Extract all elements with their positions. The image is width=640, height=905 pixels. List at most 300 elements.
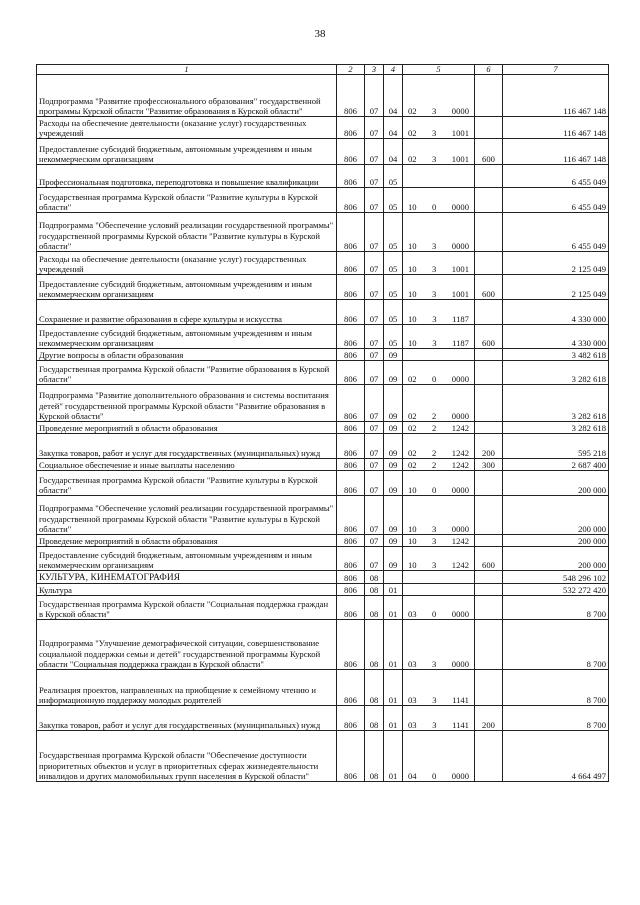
row-name: Предоставление субсидий бюджетным, автономным учреждениям и иным некоммерческим организациям — [37, 275, 337, 300]
row-section: 07 — [365, 75, 384, 117]
row-amount: 548 296 102 — [503, 571, 609, 584]
row-amount: 200 000 — [503, 535, 609, 547]
target-article-subprogram: 0 — [432, 770, 437, 781]
target-article-program: 10 — [408, 263, 417, 274]
target-article-direction: 1001 — [451, 288, 469, 299]
target-article-direction: 0000 — [451, 373, 469, 384]
target-article-parts — [405, 289, 472, 299]
target-article-program: 10 — [408, 201, 417, 212]
row-name: Предоставление субсидий бюджетным, автономным учреждениям и иным некоммерческим организациям — [37, 139, 337, 165]
table-header-row — [37, 65, 609, 75]
target-article-program: 10 — [408, 337, 417, 348]
target-article-direction: 0000 — [451, 410, 469, 421]
row-expense-type — [475, 117, 503, 139]
header-col-5: 5 — [403, 65, 475, 75]
row-code: 806 — [337, 275, 365, 300]
table-row — [37, 117, 609, 139]
row-section: 07 — [365, 275, 384, 300]
row-subsection: 09 — [384, 496, 403, 535]
target-article-direction: 0000 — [451, 105, 469, 116]
row-subsection: 05 — [384, 188, 403, 213]
row-code: 806 — [337, 252, 365, 275]
target-article-subprogram: 3 — [432, 105, 437, 116]
target-article-parts — [405, 560, 472, 570]
target-article-direction: 0000 — [451, 658, 469, 669]
row-name: КУЛЬТУРА, КИНЕМАТОГРАФИЯ — [37, 571, 337, 584]
target-article-direction: 1141 — [452, 719, 469, 730]
row-code: 806 — [337, 471, 365, 496]
row-subsection: 09 — [384, 349, 403, 361]
row-section: 07 — [365, 325, 384, 349]
target-article-parts — [405, 460, 472, 470]
row-expense-type — [475, 731, 503, 782]
row-expense-type — [475, 596, 503, 620]
row-code: 806 — [337, 496, 365, 535]
row-target-article — [403, 571, 475, 584]
target-article-program: 03 — [408, 719, 417, 730]
table-row — [37, 620, 609, 670]
table-row — [37, 252, 609, 275]
row-amount: 6 455 049 — [503, 165, 609, 188]
target-article-direction: 1001 — [451, 127, 469, 138]
row-subsection: 09 — [384, 385, 403, 422]
row-code: 806 — [337, 165, 365, 188]
row-section: 07 — [365, 459, 384, 471]
target-article-subprogram: 2 — [432, 422, 437, 433]
target-article-program: 03 — [408, 658, 417, 669]
row-expense-type — [475, 165, 503, 188]
row-target-article — [403, 213, 475, 252]
target-article-subprogram: 3 — [432, 153, 437, 164]
target-article-parts — [405, 720, 472, 730]
target-article-subprogram: 3 — [432, 127, 437, 138]
row-target-article — [403, 620, 475, 670]
table-row — [37, 188, 609, 213]
header-col-1: 1 — [37, 65, 337, 75]
header-col-2: 2 — [337, 65, 365, 75]
target-article-subprogram: 2 — [432, 410, 437, 421]
target-article-program: 10 — [408, 535, 417, 546]
row-expense-type — [475, 361, 503, 385]
target-article-subprogram: 0 — [432, 608, 437, 619]
row-code: 806 — [337, 670, 365, 706]
table-row — [37, 535, 609, 547]
row-expense-type: 600 — [475, 547, 503, 571]
row-name: Расходы на обеспечение деятельности (оказание услуг) государственных учреждений — [37, 117, 337, 139]
row-target-article — [403, 471, 475, 496]
table-row — [37, 571, 609, 584]
row-subsection: 09 — [384, 361, 403, 385]
row-expense-type: 600 — [475, 325, 503, 349]
row-section: 07 — [365, 361, 384, 385]
target-article-program: 02 — [408, 422, 417, 433]
table-row — [37, 547, 609, 571]
row-section: 07 — [365, 496, 384, 535]
row-subsection: 01 — [384, 706, 403, 731]
target-article-parts — [405, 374, 472, 384]
row-subsection: 01 — [384, 596, 403, 620]
row-expense-type: 300 — [475, 459, 503, 471]
row-target-article — [403, 706, 475, 731]
target-article-subprogram: 0 — [432, 373, 437, 384]
row-subsection: 05 — [384, 165, 403, 188]
table-row — [37, 165, 609, 188]
row-code: 806 — [337, 422, 365, 434]
row-amount: 200 000 — [503, 471, 609, 496]
target-article-direction: 0000 — [451, 523, 469, 534]
row-code: 806 — [337, 596, 365, 620]
row-amount: 532 272 420 — [503, 584, 609, 596]
row-target-article — [403, 670, 475, 706]
table-row — [37, 385, 609, 422]
target-article-program: 10 — [408, 288, 417, 299]
row-section: 08 — [365, 731, 384, 782]
target-article-parts — [405, 411, 472, 421]
target-article-program: 10 — [408, 313, 417, 324]
row-amount: 3 282 618 — [503, 361, 609, 385]
header-col-7: 7 — [503, 65, 609, 75]
row-name: Подпрограмма "Развитие дополнительного образования и системы воспитания детей" государственной программы Курской области "Развитие образования в Курской области" — [37, 385, 337, 422]
row-subsection: 05 — [384, 275, 403, 300]
row-name: Проведение мероприятий в области образования — [37, 422, 337, 434]
row-section: 07 — [365, 471, 384, 496]
target-article-program: 02 — [408, 447, 417, 458]
row-code: 806 — [337, 385, 365, 422]
target-article-program: 03 — [408, 608, 417, 619]
target-article-subprogram: 3 — [432, 337, 437, 348]
target-article-direction: 1141 — [452, 694, 469, 705]
row-amount: 4 330 000 — [503, 300, 609, 325]
row-name: Профессиональная подготовка, переподготовка и повышение квалификации — [37, 165, 337, 188]
target-article-program: 10 — [408, 484, 417, 495]
row-amount: 4 330 000 — [503, 325, 609, 349]
target-article-parts — [405, 241, 472, 251]
row-target-article — [403, 584, 475, 596]
target-article-parts — [405, 106, 472, 116]
target-article-direction: 1242 — [451, 447, 469, 458]
row-expense-type — [475, 385, 503, 422]
row-section: 07 — [365, 349, 384, 361]
row-expense-type — [475, 300, 503, 325]
row-section: 07 — [365, 547, 384, 571]
target-article-parts — [405, 338, 472, 348]
target-article-subprogram: 3 — [432, 240, 437, 251]
target-article-subprogram: 0 — [432, 201, 437, 212]
row-name: Государственная программа Курской области "Развитие культуры в Курской области" — [37, 471, 337, 496]
row-subsection: 09 — [384, 535, 403, 547]
row-section: 07 — [365, 535, 384, 547]
row-subsection: 05 — [384, 213, 403, 252]
row-name: Закупка товаров, работ и услуг для государственных (муниципальных) нужд — [37, 706, 337, 731]
row-target-article — [403, 496, 475, 535]
table-row — [37, 349, 609, 361]
target-article-direction: 1187 — [452, 337, 469, 348]
row-section: 08 — [365, 571, 384, 584]
row-section: 07 — [365, 434, 384, 459]
target-article-parts — [405, 485, 472, 495]
row-expense-type — [475, 422, 503, 434]
target-article-direction: 1001 — [451, 263, 469, 274]
row-expense-type — [475, 75, 503, 117]
row-name: Сохранение и развитие образования в сфере культуры и искусства — [37, 300, 337, 325]
row-expense-type — [475, 535, 503, 547]
row-amount: 8 700 — [503, 670, 609, 706]
row-subsection: 09 — [384, 422, 403, 434]
target-article-direction: 0000 — [451, 770, 469, 781]
row-expense-type — [475, 584, 503, 596]
target-article-parts — [405, 524, 472, 534]
row-subsection: 05 — [384, 325, 403, 349]
target-article-program: 02 — [408, 459, 417, 470]
row-expense-type — [475, 471, 503, 496]
row-target-article — [403, 139, 475, 165]
table-row — [37, 361, 609, 385]
row-subsection: 01 — [384, 731, 403, 782]
target-article-subprogram: 0 — [432, 484, 437, 495]
target-article-subprogram: 3 — [432, 559, 437, 570]
row-subsection: 05 — [384, 300, 403, 325]
header-col-6: 6 — [475, 65, 503, 75]
target-article-parts — [405, 202, 472, 212]
target-article-subprogram: 3 — [432, 313, 437, 324]
row-amount: 3 482 618 — [503, 349, 609, 361]
row-target-article — [403, 325, 475, 349]
row-name: Государственная программа Курской области "Развитие культуры в Курской области" — [37, 188, 337, 213]
row-section: 07 — [365, 422, 384, 434]
row-name: Предоставление субсидий бюджетным, автономным учреждениям и иным некоммерческим организациям — [37, 547, 337, 571]
target-article-program: 10 — [408, 559, 417, 570]
table-row — [37, 300, 609, 325]
budget-table — [36, 64, 609, 782]
target-article-parts — [405, 423, 472, 433]
row-amount: 116 467 148 — [503, 117, 609, 139]
target-article-parts — [405, 448, 472, 458]
row-subsection: 09 — [384, 471, 403, 496]
target-article-parts — [405, 659, 472, 669]
table-row — [37, 434, 609, 459]
row-amount: 3 282 618 — [503, 422, 609, 434]
row-code: 806 — [337, 731, 365, 782]
row-section: 08 — [365, 584, 384, 596]
row-target-article — [403, 165, 475, 188]
row-subsection: 04 — [384, 75, 403, 117]
row-code: 806 — [337, 535, 365, 547]
row-amount: 2 125 049 — [503, 252, 609, 275]
row-name: Расходы на обеспечение деятельности (оказание услуг) государственных учреждений — [37, 252, 337, 275]
row-name: Подпрограмма "Улучшение демографической ситуации, совершенствование социальной поддержки семьи и детей" государственной программы Курской области "Социальная поддержка граждан в Курской области" — [37, 620, 337, 670]
header-col-3: 3 — [365, 65, 384, 75]
row-amount: 116 467 148 — [503, 75, 609, 117]
row-code: 806 — [337, 349, 365, 361]
row-target-article — [403, 252, 475, 275]
row-code: 806 — [337, 434, 365, 459]
table-body — [37, 75, 609, 782]
row-name: Закупка товаров, работ и услуг для государственных (муниципальных) нужд — [37, 434, 337, 459]
target-article-direction: 1187 — [452, 313, 469, 324]
row-section: 08 — [365, 620, 384, 670]
target-article-direction: 1242 — [451, 559, 469, 570]
table-row — [37, 275, 609, 300]
table-row — [37, 139, 609, 165]
row-amount: 8 700 — [503, 706, 609, 731]
target-article-subprogram: 3 — [432, 658, 437, 669]
row-target-article — [403, 547, 475, 571]
row-amount: 2 687 400 — [503, 459, 609, 471]
row-name: Государственная программа Курской области "Обеспечение доступности приоритетных объектов и услуг в приоритетных сферах жизнедеятельности инвалидов и других маломобильных групп населения в Курской области" — [37, 731, 337, 782]
row-code: 806 — [337, 139, 365, 165]
table-row — [37, 596, 609, 620]
row-name: Предоставление субсидий бюджетным, автономным учреждениям и иным некоммерческим организациям — [37, 325, 337, 349]
target-article-subprogram: 2 — [432, 447, 437, 458]
table-row — [37, 670, 609, 706]
row-target-article — [403, 422, 475, 434]
header-col-4: 4 — [384, 65, 403, 75]
row-amount: 2 125 049 — [503, 275, 609, 300]
row-amount: 6 455 049 — [503, 213, 609, 252]
table-row — [37, 706, 609, 731]
target-article-subprogram: 2 — [432, 459, 437, 470]
row-amount: 200 000 — [503, 496, 609, 535]
row-amount: 8 700 — [503, 596, 609, 620]
row-name: Государственная программа Курской области "Социальная поддержка граждан в Курской области" — [37, 596, 337, 620]
row-section: 07 — [365, 385, 384, 422]
row-amount: 8 700 — [503, 620, 609, 670]
target-article-subprogram: 3 — [432, 523, 437, 534]
row-expense-type: 200 — [475, 434, 503, 459]
row-target-article — [403, 459, 475, 471]
table-row — [37, 325, 609, 349]
row-amount: 595 218 — [503, 434, 609, 459]
target-article-subprogram: 3 — [432, 535, 437, 546]
row-target-article — [403, 75, 475, 117]
row-subsection: 09 — [384, 459, 403, 471]
row-code: 806 — [337, 584, 365, 596]
row-amount: 3 282 618 — [503, 385, 609, 422]
target-article-parts — [405, 609, 472, 619]
row-expense-type: 600 — [475, 275, 503, 300]
row-expense-type — [475, 252, 503, 275]
row-expense-type — [475, 620, 503, 670]
row-subsection: 04 — [384, 117, 403, 139]
row-code: 806 — [337, 213, 365, 252]
row-subsection: 01 — [384, 670, 403, 706]
row-expense-type — [475, 571, 503, 584]
row-name: Государственная программа Курской области "Развитие образования в Курской области" — [37, 361, 337, 385]
table-row — [37, 471, 609, 496]
table-row — [37, 496, 609, 535]
target-article-parts — [405, 695, 472, 705]
row-expense-type — [475, 670, 503, 706]
page-number: 38 — [314, 28, 326, 40]
target-article-subprogram: 3 — [432, 288, 437, 299]
row-amount: 4 664 497 — [503, 731, 609, 782]
table-row — [37, 75, 609, 117]
row-section: 07 — [365, 117, 384, 139]
row-subsection: 01 — [384, 620, 403, 670]
row-target-article — [403, 361, 475, 385]
target-article-program: 04 — [408, 770, 417, 781]
row-code: 806 — [337, 459, 365, 471]
target-article-program: 02 — [408, 127, 417, 138]
row-subsection: 01 — [384, 584, 403, 596]
target-article-direction: 0000 — [451, 484, 469, 495]
target-article-program: 02 — [408, 410, 417, 421]
row-section: 08 — [365, 596, 384, 620]
row-name: Подпрограмма "Обеспечение условий реализации государственной программы" государственной программы Курской области "Развитие культуры в Курской области" — [37, 496, 337, 535]
row-target-article — [403, 349, 475, 361]
target-article-direction: 0000 — [451, 240, 469, 251]
row-name: Социальное обеспечение и иные выплаты населению — [37, 459, 337, 471]
target-article-program: 02 — [408, 105, 417, 116]
row-section: 07 — [365, 165, 384, 188]
row-expense-type — [475, 213, 503, 252]
row-amount: 116 467 148 — [503, 139, 609, 165]
row-name: Подпрограмма "Развитие профессионального образования" государственной программы Курской области "Развитие образования в Курской области" — [37, 75, 337, 117]
table-row — [37, 731, 609, 782]
row-expense-type: 200 — [475, 706, 503, 731]
row-section: 07 — [365, 252, 384, 275]
target-article-program: 10 — [408, 240, 417, 251]
row-subsection: 09 — [384, 434, 403, 459]
row-name: Подпрограмма "Обеспечение условий реализации государственной программы" государственной программы Курской области "Развитие культуры в Курской области" — [37, 213, 337, 252]
target-article-direction: 1001 — [451, 153, 469, 164]
row-section: 07 — [365, 300, 384, 325]
row-code: 806 — [337, 325, 365, 349]
row-target-article — [403, 188, 475, 213]
row-amount: 6 455 049 — [503, 188, 609, 213]
row-subsection — [384, 571, 403, 584]
row-name: Реализация проектов, направленных на приобщение к семейному чтению и информационную поддержку молодых родителей — [37, 670, 337, 706]
row-target-article — [403, 596, 475, 620]
row-code: 806 — [337, 620, 365, 670]
row-section: 07 — [365, 139, 384, 165]
row-code: 806 — [337, 188, 365, 213]
table-row — [37, 459, 609, 471]
target-article-parts — [405, 264, 472, 274]
target-article-parts — [405, 771, 472, 781]
row-code: 806 — [337, 571, 365, 584]
table-row — [37, 584, 609, 596]
row-target-article — [403, 535, 475, 547]
row-expense-type — [475, 349, 503, 361]
row-target-article — [403, 117, 475, 139]
row-name: Другие вопросы в области образования — [37, 349, 337, 361]
row-code: 806 — [337, 117, 365, 139]
target-article-subprogram: 3 — [432, 694, 437, 705]
row-expense-type — [475, 496, 503, 535]
target-article-parts — [405, 314, 472, 324]
target-article-parts — [405, 154, 472, 164]
row-code: 806 — [337, 361, 365, 385]
target-article-direction: 1242 — [451, 535, 469, 546]
row-name: Проведение мероприятий в области образования — [37, 535, 337, 547]
table-row — [37, 213, 609, 252]
row-expense-type: 600 — [475, 139, 503, 165]
target-article-program: 02 — [408, 153, 417, 164]
row-code: 806 — [337, 75, 365, 117]
row-target-article — [403, 434, 475, 459]
target-article-direction: 1242 — [451, 422, 469, 433]
target-article-program: 10 — [408, 523, 417, 534]
target-article-subprogram: 3 — [432, 263, 437, 274]
target-article-subprogram: 3 — [432, 719, 437, 730]
row-subsection: 09 — [384, 547, 403, 571]
target-article-direction: 0000 — [451, 608, 469, 619]
row-target-article — [403, 275, 475, 300]
row-amount: 200 000 — [503, 547, 609, 571]
row-target-article — [403, 300, 475, 325]
row-code: 806 — [337, 706, 365, 731]
